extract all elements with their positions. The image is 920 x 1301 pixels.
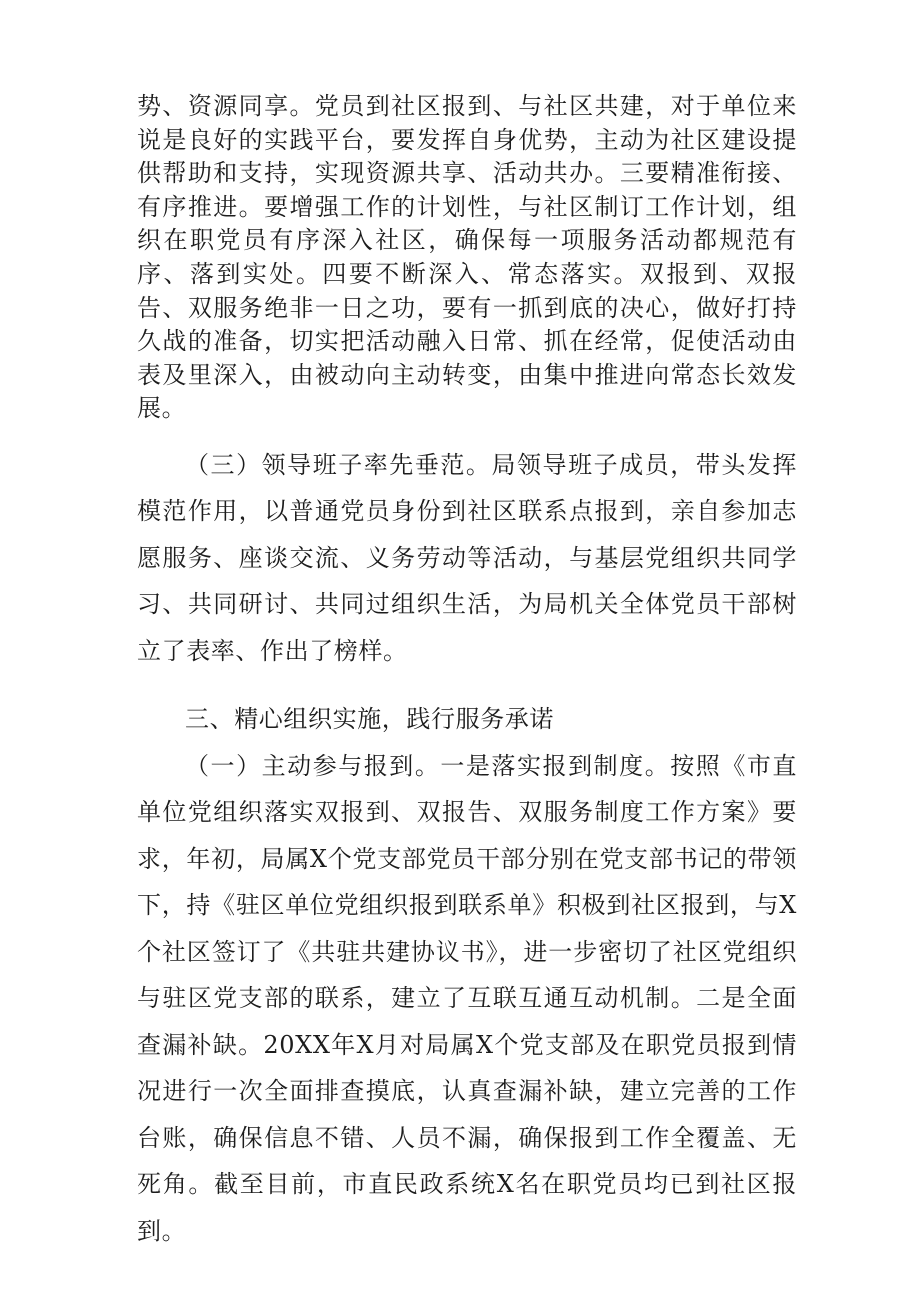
body-paragraph: 势、资源同享。党员到社区报到、与社区共建，对于单位来说是良好的实践平台，要发挥自身优势，主动为社区建设提供帮助和支持，实现资源共享、活动共办。三要精准衔接、有序推进。要增强工作的计划性，与社区制订工作计划，组织在职党员有序深入社区，确保每一项服务活动都规范有序、落到实处。四要不断深入、常态落实。双报到、双报告、双服务绝非一日之功，要有一抓到底的决心，做好打持久战的准备，切实把活动融入日常、抓在经常，促使活动由表及里深入，由被动向主动转变，由集中推进向常态长效发展。 — [137, 92, 797, 423]
body-paragraph: （三）领导班子率先垂范。局领导班子成员，带头发挥模范作用，以普通党员身份到社区联系点报到，亲自参加志愿服务、座谈交流、义务劳动等活动，与基层党组织共同学习、共同研讨、共同过组织生活，为局机关全体党员干部树立了表率、作出了榜样。 — [137, 450, 797, 665]
document-body — [137, 90, 797, 1254]
body-paragraph: （一）主动参与报到。一是落实报到制度。按照《市直单位党组织落实双报到、双报告、双服务制度工作方案》要求，年初，局属X个党支部党员干部分别在党支部书记的带领下，持《驻区单位党组织报到联系单》积极到社区报到，与X个社区签订了《共驻共建协议书》，进一步密切了社区党组织与驻区党支部的联系，建立了互联互通互动机制。二是全面查漏补缺。20XX年X月对局属X个党支部及在职党员报到情况进行一次全面排查摸底，认真查漏补缺，建立完善的工作台账，确保信息不错、人员不漏，确保报到工作全覆盖、无死角。截至目前，市直民政系统X名在职党员均已到社区报到。 — [137, 751, 797, 1245]
section-heading: 三、精心组织实施，践行服务承诺 — [185, 705, 554, 734]
